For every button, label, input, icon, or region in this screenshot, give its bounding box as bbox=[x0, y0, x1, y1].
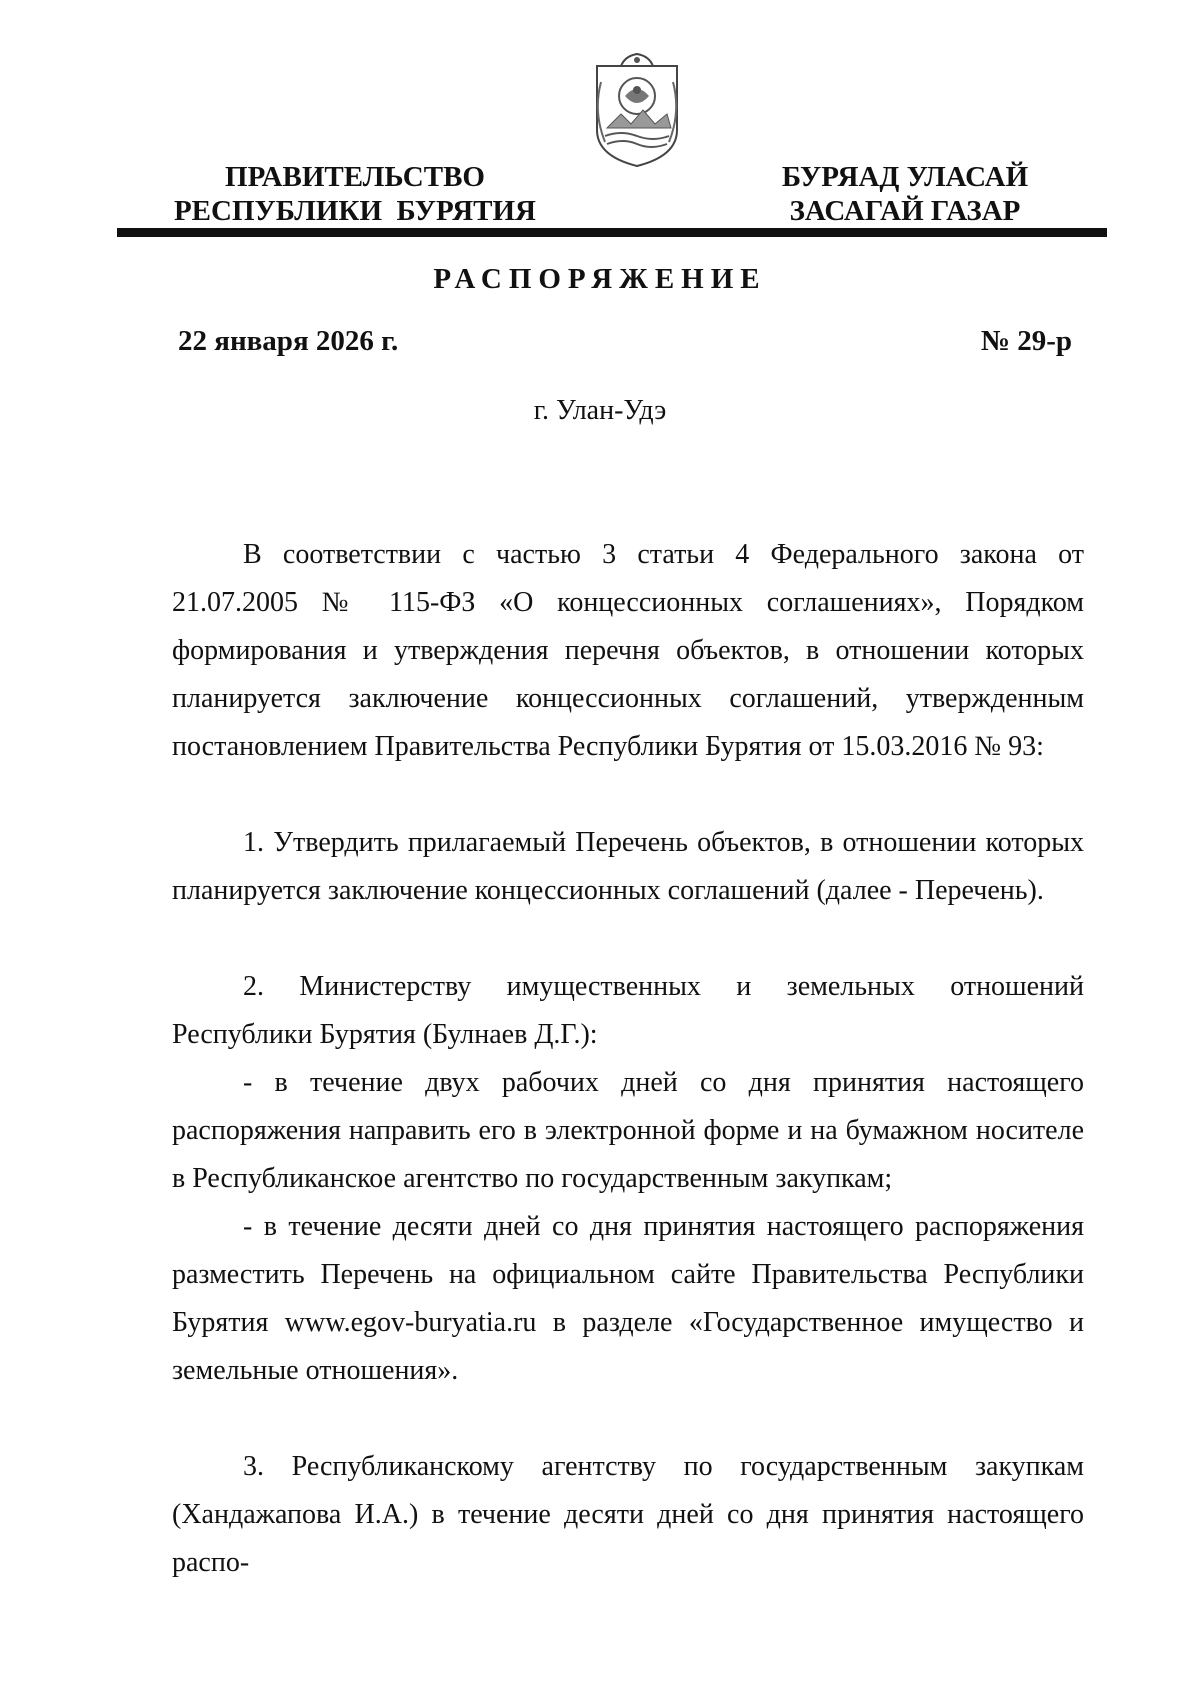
item-2b-paragraph: - в течение десяти дней со дня принятия настоящего распоряжения разместить Перечень на официальном сайте Правительства Республики Бурятия www.egov-buryatia.ru в разделе «Государственное имущество и земельные отношения». bbox=[172, 1211, 1084, 1386]
header-right-line2: ЗАСАГАЙ ГАЗАР bbox=[789, 195, 1021, 227]
coat-of-arms-icon bbox=[591, 52, 683, 170]
header-left-line1: ПРАВИТЕЛЬСТВО bbox=[225, 161, 485, 193]
header-right-line1: БУРЯАД УЛАСАЙ bbox=[781, 161, 1029, 193]
item-2-paragraph: 2. Министерству имущественных и земельных отношений Республики Бурятия (Булнаев Д.Г.): bbox=[172, 971, 1084, 1050]
item-2a-paragraph: - в течение двух рабочих дней со дня принятия настоящего распоряжения направить его в электронной форме и на бумажном носителе в Республиканское агентство по государственным закупкам; bbox=[172, 1067, 1084, 1194]
header-divider bbox=[117, 228, 1107, 237]
document-number: № 29-р bbox=[980, 325, 1072, 357]
document-date: 22 января 2026 г. bbox=[178, 325, 399, 357]
item-1-paragraph: 1. Утвердить прилагаемый Перечень объектов, в отношении которых планируется заключение концессионных соглашений (далее - Перечень). bbox=[172, 827, 1084, 906]
header-left-line2: РЕСПУБЛИКИ БУРЯТИЯ bbox=[173, 195, 537, 227]
document-body bbox=[172, 531, 1084, 1587]
header-left bbox=[170, 160, 540, 228]
item-3-paragraph: 3. Республиканскому агентству по государственным закупкам (Хандажапова И.А.) в течение десяти дней со дня принятия настоящего распо- bbox=[172, 1451, 1084, 1578]
header-right bbox=[760, 160, 1050, 228]
document-city: г. Улан-Удэ bbox=[533, 395, 667, 426]
preamble-paragraph: В соответствии с частью 3 статьи 4 Федерального закона от 21.07.2005 № 115-ФЗ «О концессионных соглашениях», Порядком формирования и утверждения перечня объектов, в отношении которых планируется заключение концессионных соглашений, утвержденным постановлением Правительства Республики Бурятия от 15.03.2016 № 93: bbox=[172, 539, 1084, 762]
document-type: РАСПОРЯЖЕНИЕ bbox=[433, 263, 767, 295]
